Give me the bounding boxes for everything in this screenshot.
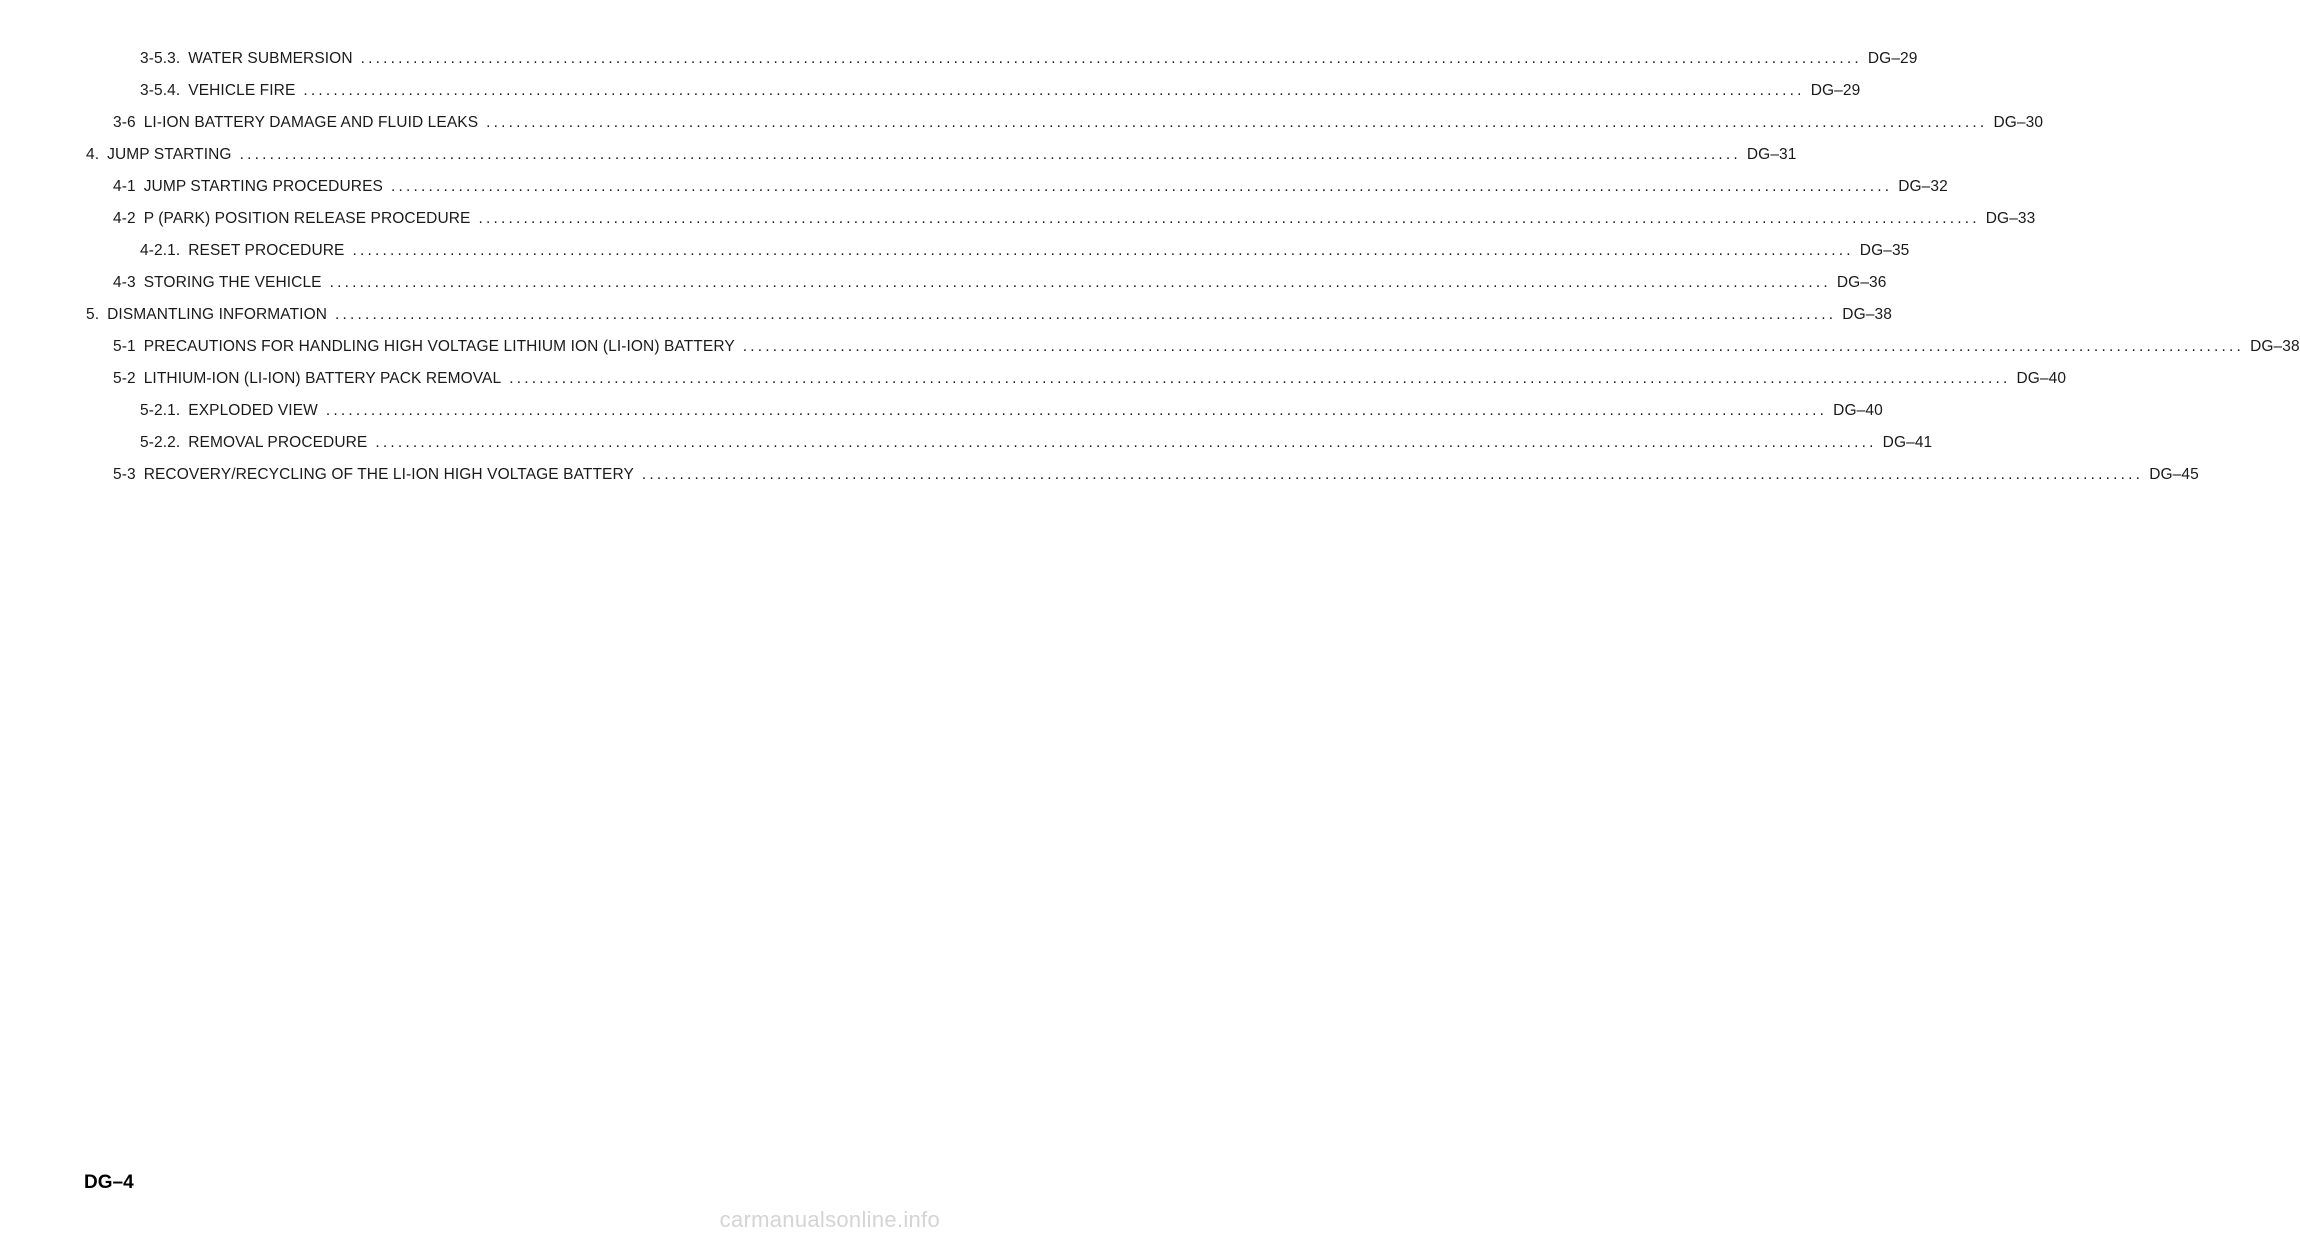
toc-entry[interactable] [0, 146, 1797, 178]
toc-entry-title: LITHIUM-ION (LI-ION) BATTERY PACK REMOVAL [143, 370, 502, 387]
toc-entry-title: JUMP STARTING PROCEDURES [143, 178, 383, 195]
toc-entry-page: DG–35 [1859, 242, 1910, 259]
toc-entry-number: 5-3 [113, 466, 136, 483]
toc-entry-number: 4-2 [113, 210, 136, 227]
toc-entry-title: STORING THE VEHICLE [143, 274, 322, 291]
dot-leader: ........................................................................................................................................................................................................ [375, 434, 1877, 451]
toc-entry[interactable] [0, 402, 1883, 434]
dot-leader: ........................................................................................................................................................................................................ [641, 466, 2144, 483]
toc-entry-number: 5-1 [113, 338, 136, 355]
toc-entry-page: DG–38 [1842, 306, 1892, 323]
toc-entry[interactable] [0, 210, 2036, 242]
toc-entry-number: 4. [86, 146, 100, 163]
toc-entry[interactable] [0, 434, 1933, 466]
toc-entry-number: 3-5.4. [140, 82, 181, 99]
toc-entry-page: DG–30 [1993, 114, 2044, 131]
toc-entry[interactable] [0, 82, 1861, 114]
toc-entry[interactable] [0, 338, 2300, 370]
toc-entry-number: 4-2.1. [140, 242, 181, 259]
toc-entry-number: 5. [86, 306, 100, 323]
watermark: carmanualsonline.info [719, 1207, 940, 1232]
table-of-contents [0, 50, 2300, 498]
toc-entry-number: 3-5.3. [140, 50, 181, 67]
toc-entry-page: DG–36 [1836, 274, 1887, 291]
toc-entry[interactable] [0, 306, 1892, 338]
toc-entry-title: JUMP STARTING [107, 146, 232, 163]
toc-entry-title: PRECAUTIONS FOR HANDLING HIGH VOLTAGE LITHIUM ION (LI-ION) BATTERY [143, 338, 735, 355]
toc-entry[interactable] [0, 274, 1887, 306]
toc-entry-title: LI-ION BATTERY DAMAGE AND FLUID LEAKS [143, 114, 479, 131]
dot-leader: ........................................................................................................................................................................................................ [486, 114, 1988, 131]
dot-leader: ........................................................................................................................................................................................................ [329, 274, 1831, 291]
toc-entry-page: DG–29 [1867, 50, 1918, 67]
toc-entry[interactable] [0, 114, 2044, 146]
dot-leader: ........................................................................................................................................................................................................ [325, 402, 1828, 419]
dot-leader: ........................................................................................................................................................................................................ [742, 338, 2245, 355]
dot-leader: ........................................................................................................................................................................................................ [335, 306, 1837, 323]
toc-entry-number: 3-6 [113, 114, 136, 131]
toc-entry-page: DG–31 [1746, 146, 1797, 163]
toc-entry-title: RESET PROCEDURE [188, 242, 345, 259]
toc-entry-title: EXPLODED VIEW [188, 402, 318, 419]
toc-entry-title: RECOVERY/RECYCLING OF THE LI-ION HIGH VOLTAGE BATTERY [143, 466, 634, 483]
dot-leader: ........................................................................................................................................................................................................ [239, 146, 1741, 163]
toc-entry[interactable] [0, 370, 2067, 402]
toc-entry-page: DG–40 [2016, 370, 2067, 387]
toc-entry-number: 5-2.2. [140, 434, 181, 451]
dot-leader: ........................................................................................................................................................................................................ [352, 242, 1854, 259]
dot-leader: ........................................................................................................................................................................................................ [360, 50, 1862, 67]
toc-entry-number: 5-2 [113, 370, 136, 387]
toc-entry-page: DG–33 [1985, 210, 2036, 227]
toc-entry-title: WATER SUBMERSION [188, 50, 353, 67]
page-number: DG–4 [84, 1172, 134, 1193]
toc-entry-page: DG–40 [1833, 402, 1883, 419]
toc-entry[interactable] [0, 50, 1918, 82]
dot-leader: ........................................................................................................................................................................................................ [390, 178, 1893, 195]
toc-entry[interactable] [0, 466, 2199, 498]
toc-entry-title: REMOVAL PROCEDURE [188, 434, 368, 451]
toc-entry[interactable] [0, 178, 1948, 210]
dot-leader: ........................................................................................................................................................................................................ [509, 370, 2011, 387]
toc-entry-page: DG–45 [2149, 466, 2199, 483]
toc-entry-number: 5-2.1. [140, 402, 181, 419]
toc-entry-number: 4-1 [113, 178, 136, 195]
toc-entry-page: DG–29 [1810, 82, 1861, 99]
dot-leader: ........................................................................................................................................................................................................ [303, 82, 1805, 99]
toc-entry-number: 4-3 [113, 274, 136, 291]
toc-entry-page: DG–38 [2250, 338, 2300, 355]
toc-entry[interactable] [0, 242, 1910, 274]
toc-entry-title: VEHICLE FIRE [188, 82, 296, 99]
toc-entry-page: DG–41 [1882, 434, 1933, 451]
dot-leader: ........................................................................................................................................................................................................ [478, 210, 1980, 227]
toc-entry-title: P (PARK) POSITION RELEASE PROCEDURE [143, 210, 471, 227]
toc-entry-title: DISMANTLING INFORMATION [107, 306, 328, 323]
toc-entry-page: DG–32 [1898, 178, 1948, 195]
